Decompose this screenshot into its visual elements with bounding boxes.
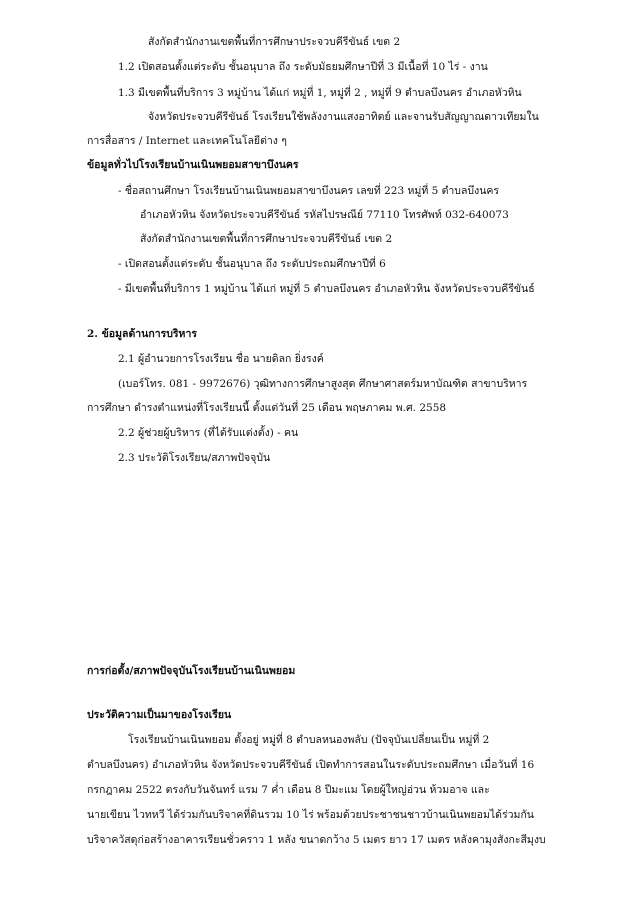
admin-line-4: 2.2 ผู้ช่วยผู้บริหาร (ที่ได้รับแต่งตั้ง) - คน <box>118 427 299 439</box>
general-line-1: - ชื่อสถานศึกษา โรงเรียนบ้านเนินพยอมสาขาบึงนคร เลขที่ 223 หมู่ที่ 5 ตำบลบึงนคร <box>118 185 500 197</box>
admin-line-5: 2.3 ประวัติโรงเรียน/สภาพปัจจุบัน <box>118 452 271 464</box>
general-line-4: - เปิดสอนตั้งแต่ระดับ ชั้นอนุบาล ถึง ระดับประถมศึกษาปีที่ 6 <box>118 258 386 270</box>
admin-line-3: การศึกษา ดำรงตำแหน่งที่โรงเรียนนี้ ตั้งแต่วันที่ 25 เดือน พฤษภาคม พ.ศ. 2558 <box>87 402 447 414</box>
history-heading: ประวัติความเป็นมาของโรงเรียน <box>87 709 232 721</box>
history-line-1: โรงเรียนบ้านเนินพยอม ตั้งอยู่ หมู่ที่ 8 ตำบลหนองพลับ (ปัจจุบันเปลี่ยนเป็น หมู่ที่ 2 <box>128 734 490 746</box>
affiliation-line: สังกัดสำนักงานเขตพื้นที่การศึกษาประจวบคีรีขันธ์ เขต 2 <box>148 36 401 48</box>
item-1-3: 1.3 มีเขตพื้นที่บริการ 3 หมู่บ้าน ได้แก่ หมู่ที่ 1, หมู่ที่ 2 , หมู่ที่ 9 ตำบลบึงนคร อำเภอหัวหิน <box>118 87 522 99</box>
admin-heading: 2. ข้อมูลด้านการบริหาร <box>87 328 198 340</box>
general-line-5: - มีเขตพื้นที่บริการ 1 หมู่บ้าน ได้แก่ หมู่ที่ 5 ตำบลบึงนคร อำเภอหัวหิน จังหวัดประจวบคีรีขันธ์ <box>118 283 535 295</box>
founding-heading: การก่อตั้ง/สภาพปัจจุบันโรงเรียนบ้านเนินพยอม <box>87 665 296 677</box>
history-line-3: กรกฎาคม 2522 ตรงกับวันจันทร์ แรม 7 ค่ำ เดือน 8 ปีมะแม โดยผู้ใหญ่อ่วน ห้วมอาจ และ <box>87 784 490 796</box>
general-heading: ข้อมูลทั่วไปโรงเรียนบ้านเนินพยอมสาขาบึงนคร <box>87 159 299 171</box>
history-line-2: ตำบลบึงนคร) อำเภอหัวหิน จังหวัดประจวบคีรีขันธ์ เปิดทำการสอนในระดับประถมศึกษา เมื่อวันที่ 16 <box>87 759 535 771</box>
history-line-5: บริจาควัสดุก่อสร้างอาคารเรียนชั่วคราว 1 หลัง ขนาดกว้าง 5 เมตร ยาว 17 เมตร หลังคามุงสังกะสีมุงบ <box>87 834 546 846</box>
item-1-3-cont2: การสื่อสาร / Internet และเทคโนโลยีต่าง ๆ <box>87 135 287 147</box>
history-line-4: นายเขียน ไวทหวี ได้ร่วมกันบริจาคที่ดินรวม 10 ไร่ พร้อมด้วยประชาชนชาวบ้านเนินพยอมได้ร่วมกัน <box>87 809 534 821</box>
item-1-2: 1.2 เปิดสอนตั้งแต่ระดับ ชั้นอนุบาล ถึง ระดับมัธยมศึกษาปีที่ 3 มีเนื้อที่ 10 ไร่ - งาน <box>118 61 488 73</box>
admin-line-1: 2.1 ผู้อำนวยการโรงเรียน ชื่อ นายดิลก ยิ่งรงค์ <box>118 353 324 365</box>
general-line-3: สังกัดสำนักงานเขตพื้นที่การศึกษาประจวบคีรีขันธ์ เขต 2 <box>140 233 393 245</box>
general-line-2: อำเภอหัวหิน จังหวัดประจวบคีรีขันธ์ รหัสไปรษณีย์ 77110 โทรศัพท์ 032-640073 <box>140 209 509 221</box>
admin-line-2: (เบอร์โทร. 081 - 9972676) วุฒิทางการศึกษาสูงสุด ศึกษาศาสตร์มหาบัณฑิต สาขาบริหาร <box>118 378 528 390</box>
item-1-3-cont: จังหวัดประจวบคีรีขันธ์ โรงเรียนใช้พลังงานแสงอาทิตย์ และจานรับสัญญาณดาวเทียมใน <box>148 111 539 123</box>
